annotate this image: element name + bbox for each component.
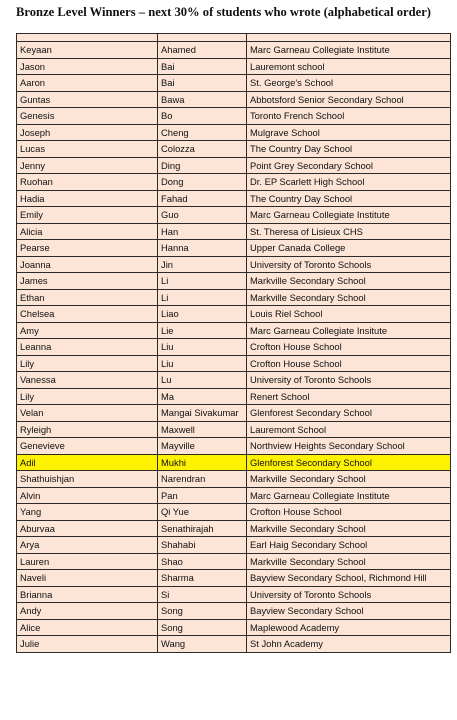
school-cell: Earl Haig Secondary School <box>247 537 451 554</box>
first-name-cell: Genevieve <box>17 438 158 455</box>
school-cell: Marc Garneau Collegiate Institute <box>247 207 451 224</box>
first-name-cell: Keyaan <box>17 42 158 59</box>
last-name-cell: Sharma <box>158 570 247 587</box>
first-name-cell: Alice <box>17 619 158 636</box>
table-row <box>17 256 451 273</box>
table-row <box>17 289 451 306</box>
first-name-cell: Ryleigh <box>17 421 158 438</box>
last-name-cell: Li <box>158 289 247 306</box>
table-row <box>17 91 451 108</box>
first-name-cell: Genesis <box>17 108 158 125</box>
table-row <box>17 124 451 141</box>
first-name-cell: James <box>17 273 158 290</box>
last-name-cell: Guo <box>158 207 247 224</box>
first-name-cell: Ethan <box>17 289 158 306</box>
school-cell: Bayview Secondary School, Richmond Hill <box>247 570 451 587</box>
table-row <box>17 454 451 471</box>
first-name-cell: Pearse <box>17 240 158 257</box>
first-name-cell: Alvin <box>17 487 158 504</box>
last-name-cell: Song <box>158 619 247 636</box>
first-name-cell: Joanna <box>17 256 158 273</box>
table-row <box>17 157 451 174</box>
last-name-cell: Colozza <box>158 141 247 158</box>
school-cell: St. Theresa of Lisieux CHS <box>247 223 451 240</box>
table-row <box>17 75 451 92</box>
last-name-cell: Shao <box>158 553 247 570</box>
last-name-cell: Mangai Sivakumar <box>158 405 247 422</box>
table-row <box>17 619 451 636</box>
table-row <box>17 405 451 422</box>
document-title: Bronze Level Winners – next 30% of students who wrote (alphabetical order) <box>16 5 431 19</box>
table-row <box>17 471 451 488</box>
first-name-cell <box>17 34 158 42</box>
school-cell: Mulgrave School <box>247 124 451 141</box>
first-name-cell: Amy <box>17 322 158 339</box>
school-cell: Markville Secondary School <box>247 273 451 290</box>
last-name-cell: Dong <box>158 174 247 191</box>
first-name-cell: Guntas <box>17 91 158 108</box>
school-cell: Markville Secondary School <box>247 553 451 570</box>
school-cell: Maplewood Academy <box>247 619 451 636</box>
school-cell: Crofton House School <box>247 355 451 372</box>
last-name-cell: Ma <box>158 388 247 405</box>
last-name-cell: Mukhi <box>158 454 247 471</box>
table-row <box>17 174 451 191</box>
last-name-cell: Bawa <box>158 91 247 108</box>
school-cell: St John Academy <box>247 636 451 653</box>
first-name-cell: Yang <box>17 504 158 521</box>
last-name-cell: Si <box>158 586 247 603</box>
first-name-cell: Shathuishjan <box>17 471 158 488</box>
table-row <box>17 636 451 653</box>
school-cell: Bayview Secondary School <box>247 603 451 620</box>
table-row <box>17 207 451 224</box>
last-name-cell: Mayville <box>158 438 247 455</box>
table-row <box>17 240 451 257</box>
first-name-cell: Lucas <box>17 141 158 158</box>
last-name-cell: Ahamed <box>158 42 247 59</box>
school-cell: St. George's School <box>247 75 451 92</box>
winners-table-body <box>17 34 451 653</box>
table-row <box>17 438 451 455</box>
last-name-cell: Wang <box>158 636 247 653</box>
table-row <box>17 58 451 75</box>
first-name-cell: Jenny <box>17 157 158 174</box>
school-cell: Abbotsford Senior Secondary School <box>247 91 451 108</box>
school-cell: Northview Heights Secondary School <box>247 438 451 455</box>
last-name-cell: Bai <box>158 75 247 92</box>
last-name-cell: Liu <box>158 339 247 356</box>
last-name-cell: Shahabi <box>158 537 247 554</box>
first-name-cell: Arya <box>17 537 158 554</box>
table-row <box>17 273 451 290</box>
school-cell: Louis Riel School <box>247 306 451 323</box>
table-row <box>17 570 451 587</box>
table-row <box>17 223 451 240</box>
last-name-cell: Bo <box>158 108 247 125</box>
first-name-cell: Ruohan <box>17 174 158 191</box>
school-cell: Crofton House School <box>247 339 451 356</box>
last-name-cell: Maxwell <box>158 421 247 438</box>
school-cell: University of Toronto Schools <box>247 586 451 603</box>
school-cell: Lauremont School <box>247 421 451 438</box>
last-name-cell <box>158 34 247 42</box>
school-cell: Glenforest Secondary School <box>247 454 451 471</box>
table-row <box>17 372 451 389</box>
first-name-cell: Lauren <box>17 553 158 570</box>
table-row <box>17 388 451 405</box>
first-name-cell: Adil <box>17 454 158 471</box>
first-name-cell: Alicia <box>17 223 158 240</box>
first-name-cell: Aaron <box>17 75 158 92</box>
first-name-cell: Velan <box>17 405 158 422</box>
school-cell: Glenforest Secondary School <box>247 405 451 422</box>
school-cell: The Country Day School <box>247 141 451 158</box>
school-cell: Marc Garneau Collegiate Institute <box>247 42 451 59</box>
school-cell: University of Toronto Schools <box>247 372 451 389</box>
table-row <box>17 339 451 356</box>
table-row <box>17 537 451 554</box>
last-name-cell: Liao <box>158 306 247 323</box>
last-name-cell: Li <box>158 273 247 290</box>
table-row <box>17 586 451 603</box>
school-cell: University of Toronto Schools <box>247 256 451 273</box>
last-name-cell: Jin <box>158 256 247 273</box>
table-row <box>17 34 451 42</box>
last-name-cell: Liu <box>158 355 247 372</box>
table-row <box>17 504 451 521</box>
last-name-cell: Narendran <box>158 471 247 488</box>
school-cell: The Country Day School <box>247 190 451 207</box>
school-cell: Renert School <box>247 388 451 405</box>
school-cell <box>247 34 451 42</box>
school-cell: Dr. EP Scarlett High School <box>247 174 451 191</box>
table-row <box>17 520 451 537</box>
last-name-cell: Song <box>158 603 247 620</box>
school-cell: Crofton House School <box>247 504 451 521</box>
first-name-cell: Lily <box>17 388 158 405</box>
school-cell: Point Grey Secondary School <box>247 157 451 174</box>
last-name-cell: Bai <box>158 58 247 75</box>
last-name-cell: Qi Yue <box>158 504 247 521</box>
table-row <box>17 553 451 570</box>
last-name-cell: Han <box>158 223 247 240</box>
school-cell: Lauremont school <box>247 58 451 75</box>
last-name-cell: Senathirajah <box>158 520 247 537</box>
first-name-cell: Chelsea <box>17 306 158 323</box>
first-name-cell: Brianna <box>17 586 158 603</box>
first-name-cell: Leanna <box>17 339 158 356</box>
table-row <box>17 421 451 438</box>
table-row <box>17 190 451 207</box>
table-row <box>17 306 451 323</box>
first-name-cell: Julie <box>17 636 158 653</box>
first-name-cell: Naveli <box>17 570 158 587</box>
school-cell: Marc Garneau Collegiate Institute <box>247 487 451 504</box>
last-name-cell: Ding <box>158 157 247 174</box>
first-name-cell: Lily <box>17 355 158 372</box>
first-name-cell: Joseph <box>17 124 158 141</box>
first-name-cell: Emily <box>17 207 158 224</box>
table-row <box>17 108 451 125</box>
table-row <box>17 141 451 158</box>
school-cell: Markville Secondary School <box>247 520 451 537</box>
last-name-cell: Pan <box>158 487 247 504</box>
school-cell: Marc Garneau Collegiate Insitute <box>247 322 451 339</box>
first-name-cell: Jason <box>17 58 158 75</box>
table-row <box>17 42 451 59</box>
school-cell: Markville Secondary School <box>247 471 451 488</box>
table-row <box>17 603 451 620</box>
last-name-cell: Hanna <box>158 240 247 257</box>
last-name-cell: Cheng <box>158 124 247 141</box>
first-name-cell: Hadia <box>17 190 158 207</box>
table-row <box>17 487 451 504</box>
school-cell: Markville Secondary School <box>247 289 451 306</box>
school-cell: Upper Canada College <box>247 240 451 257</box>
school-cell: Toronto French School <box>247 108 451 125</box>
last-name-cell: Lie <box>158 322 247 339</box>
table-row <box>17 355 451 372</box>
first-name-cell: Andy <box>17 603 158 620</box>
last-name-cell: Fahad <box>158 190 247 207</box>
table-row <box>17 322 451 339</box>
last-name-cell: Lu <box>158 372 247 389</box>
first-name-cell: Aburvaa <box>17 520 158 537</box>
winners-table <box>16 33 451 653</box>
first-name-cell: Vanessa <box>17 372 158 389</box>
